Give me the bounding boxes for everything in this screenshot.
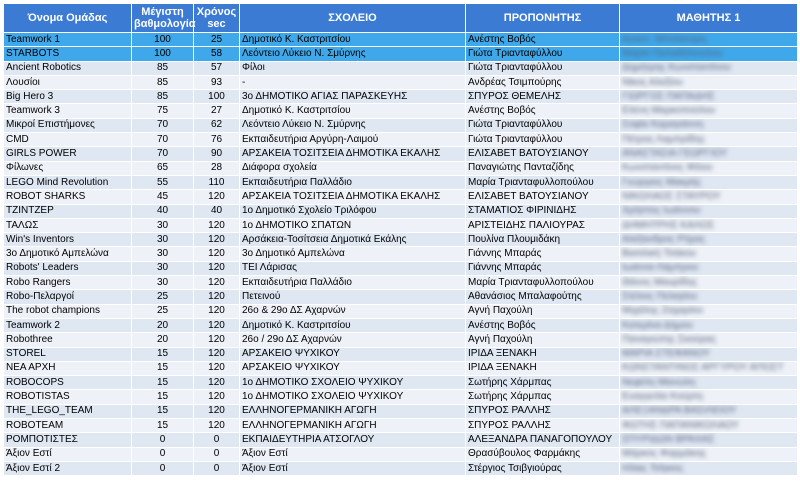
team-name-cell: The robot champions (4, 304, 132, 318)
blurred-student-name: Παναγιώτης Σκούρας (622, 333, 717, 345)
table-row (4, 304, 798, 318)
school-cell: Διάφορα σχολεία (240, 161, 466, 175)
coach-cell: Σωτήρης Χάρμπας (466, 376, 620, 390)
team-name-cell: ROBOCOPS (4, 376, 132, 390)
student-cell (620, 290, 798, 304)
table-row (4, 175, 798, 189)
student-cell (620, 404, 798, 418)
time-cell: 120 (194, 290, 240, 304)
student-cell (620, 175, 798, 189)
student-cell (620, 104, 798, 118)
table-row (4, 419, 798, 433)
header-coach: ΠΡΟΠΟΝΗΤΗΣ (466, 4, 620, 33)
school-cell: 1ο ΔΗΜΟΤΙΚΟ ΣΧΟΛΕΙΟ ΨΥΧΙΚΟΥ (240, 390, 466, 404)
max-score-cell: 25 (132, 290, 194, 304)
blurred-student-name: ΣΠΥΡΙΔΩΝ ΒΡΑΧΑΣ (622, 433, 715, 445)
time-cell: 28 (194, 161, 240, 175)
table-row (4, 276, 798, 290)
school-cell: Πετεινού (240, 290, 466, 304)
coach-cell: Παναγιώτης Πανταζίδης (466, 161, 620, 175)
time-cell: 62 (194, 118, 240, 132)
coach-cell: Αγνή Παχούλη (466, 304, 620, 318)
blurred-student-name: Βασιλική Τσάκου (622, 248, 697, 260)
school-cell: ΤΕΙ Λάρισας (240, 261, 466, 275)
header-school: ΣΧΟΛΕΙΟ (240, 4, 466, 33)
table-row (4, 404, 798, 418)
team-name-cell: ROBOTISTAS (4, 390, 132, 404)
time-cell: 100 (194, 90, 240, 104)
time-cell: 0 (194, 461, 240, 475)
school-cell: ΕΚΠΑΙΔΕΥΤΗΡΙΑ ΑΤΣΟΓΛΟΥ (240, 433, 466, 447)
max-score-cell: 30 (132, 261, 194, 275)
max-score-cell: 30 (132, 276, 194, 290)
table-row (4, 376, 798, 390)
blurred-student-name: ΔΗΜΗΤΡΗΣ ΚΑΛΟΣ (622, 219, 715, 231)
time-cell: 76 (194, 133, 240, 147)
coach-cell: Σωτήρης Χάρμπας (466, 390, 620, 404)
coach-cell: Γιάννης Μπαράς (466, 261, 620, 275)
blurred-student-name: ΑΝΑΣΤΑΣΙΑ ΓΕΩΡΓΙΟΥ (622, 148, 728, 160)
school-cell: Εκπαιδευτήρια Παλλάδιο (240, 175, 466, 189)
max-score-cell: 0 (132, 433, 194, 447)
time-cell: 120 (194, 318, 240, 332)
school-cell: ΑΡΣΑΚΕΙΟ ΨΥΧΙΚΟΥ (240, 361, 466, 375)
table-row (4, 318, 798, 332)
time-cell: 120 (194, 247, 240, 261)
student-cell (620, 347, 798, 361)
blurred-student-name: Θάνος Μαυρίδης (622, 276, 698, 288)
blurred-student-name: Αναστ. Μπιλάσαρη (622, 33, 707, 45)
time-cell: 90 (194, 147, 240, 161)
table-row (4, 133, 798, 147)
student-cell (620, 118, 798, 132)
table-row (4, 147, 798, 161)
table-row (4, 347, 798, 361)
school-cell: Άξιον Εστί (240, 447, 466, 461)
team-name-cell: 3ο Δημοτικό Αμπελώνα (4, 247, 132, 261)
max-score-cell: 15 (132, 361, 194, 375)
time-cell: 120 (194, 333, 240, 347)
blurred-student-name: Ελένη Μαρκοπούλου (622, 105, 716, 117)
student-cell (620, 190, 798, 204)
coach-cell: ΣΤΑΜΑΤΙΟΣ ΦΙΡΙΝΙΔΗΣ (466, 204, 620, 218)
table-row (4, 75, 798, 89)
school-cell: ΕΛΛΗΝΟΓΕΡΜΑΝΙΚΗ ΑΓΩΓΗ (240, 404, 466, 418)
student-cell (620, 318, 798, 332)
school-cell: Δημοτικό Κ. Καστριτσίου (240, 104, 466, 118)
max-score-cell: 15 (132, 347, 194, 361)
max-score-cell: 20 (132, 318, 194, 332)
table-row (4, 61, 798, 75)
header-team-name: Όνομα Ομάδας (4, 4, 132, 33)
blurred-student-name: Κωνσταντίνος Φίλου (622, 162, 713, 174)
max-score-cell: 100 (132, 47, 194, 61)
student-cell (620, 218, 798, 232)
time-cell: 0 (194, 433, 240, 447)
student-cell (620, 33, 798, 47)
time-cell: 25 (194, 33, 240, 47)
team-name-cell: TZINTZEP (4, 204, 132, 218)
coach-cell: ΣΠΥΡΟΣ ΡΑΛΛΗΣ (466, 404, 620, 418)
blurred-student-name: Κατερίνα Δήμου (622, 319, 693, 331)
max-score-cell: 15 (132, 419, 194, 433)
coach-cell: Μαρία Τριανταφυλλοπούλου (466, 175, 620, 189)
max-score-cell: 20 (132, 333, 194, 347)
header-student-1: ΜΑΘΗΤΗΣ 1 (620, 4, 798, 33)
team-name-cell: Robots' Leaders (4, 261, 132, 275)
max-score-cell: 75 (132, 104, 194, 118)
coach-cell: Γιάννης Μπαράς (466, 247, 620, 261)
blurred-student-name: ΓΙΩΡΓΟΣ ΠΑΠΑΔΗΣ (622, 90, 715, 102)
time-cell: 110 (194, 175, 240, 189)
team-name-cell: STOREL (4, 347, 132, 361)
blurred-student-name: Νίκος Αλεξίου (622, 76, 683, 88)
student-cell (620, 461, 798, 475)
results-body (4, 33, 798, 476)
time-cell: 93 (194, 75, 240, 89)
team-name-cell: Λουσίοι (4, 75, 132, 89)
blurred-student-name: Νεφέλη Μανώλη (622, 376, 696, 388)
time-cell: 120 (194, 419, 240, 433)
school-cell: ΑΡΣΑΚΕΙΟ ΨΥΧΙΚΟΥ (240, 347, 466, 361)
student-cell (620, 390, 798, 404)
student-cell (620, 333, 798, 347)
time-cell: 120 (194, 361, 240, 375)
school-cell: Άξιον Εστί (240, 461, 466, 475)
coach-cell: Ανέστης Βοβός (466, 33, 620, 47)
time-cell: 120 (194, 376, 240, 390)
table-row (4, 290, 798, 304)
table-row (4, 433, 798, 447)
time-cell: 57 (194, 61, 240, 75)
blurred-student-name: Γεώργιος Μακρής (622, 176, 702, 188)
coach-cell: ΑΡΙΣΤΕΙΔΗΣ ΠΑΛΙΟΥΡΑΣ (466, 218, 620, 232)
max-score-cell: 15 (132, 404, 194, 418)
blurred-student-name: Χρήστος Ιωάννου (622, 205, 701, 217)
max-score-cell: 70 (132, 118, 194, 132)
coach-cell: Στέργιος Τσιβγιούρας (466, 461, 620, 475)
student-cell (620, 376, 798, 390)
school-cell: 1ο ΔΗΜΟΤΙΚΟ ΣΠΑΤΩΝ (240, 218, 466, 232)
team-name-cell: Robo-Πελαργοί (4, 290, 132, 304)
student-cell (620, 419, 798, 433)
team-name-cell: Big Hero 3 (4, 90, 132, 104)
time-cell: 120 (194, 276, 240, 290)
coach-cell: Πουλίνα Πλουμιδάκη (466, 233, 620, 247)
school-cell: ΕΛΛΗΝΟΓΕΡΜΑΝΙΚΗ ΑΓΩΓΗ (240, 419, 466, 433)
time-cell: 40 (194, 204, 240, 218)
student-cell (620, 161, 798, 175)
school-cell: Αρσάκεια-Τοσίτσεια Δημοτικά Εκάλης (240, 233, 466, 247)
team-name-cell: ROBOT SHARKS (4, 190, 132, 204)
student-cell (620, 304, 798, 318)
student-cell (620, 361, 798, 375)
time-cell: 27 (194, 104, 240, 118)
team-name-cell: Μικροί Επιστήμονες (4, 118, 132, 132)
coach-cell: ΣΠΥΡΟΣ ΡΑΛΛΗΣ (466, 419, 620, 433)
time-cell: 120 (194, 261, 240, 275)
team-name-cell: LEGO Mind Revolution (4, 175, 132, 189)
coach-cell: Μαρία Τριανταφυλλοπούλου (466, 276, 620, 290)
time-cell: 0 (194, 447, 240, 461)
time-cell: 120 (194, 404, 240, 418)
school-cell: ΑΡΣΑΚΕΙΑ ΤΟΣΙΤΣΕΙΑ ΔΗΜΟΤΙΚΑ ΕΚΑΛΗΣ (240, 147, 466, 161)
max-score-cell: 45 (132, 190, 194, 204)
table-row (4, 447, 798, 461)
school-cell: Φίλοι (240, 61, 466, 75)
team-name-cell: Robothree (4, 333, 132, 347)
student-cell (620, 447, 798, 461)
max-score-cell: 70 (132, 147, 194, 161)
blurred-student-name: Ιωάννα Λάμπρου (622, 262, 699, 274)
max-score-cell: 65 (132, 161, 194, 175)
max-score-cell: 0 (132, 461, 194, 475)
team-name-cell: ROBOTEAM (4, 419, 132, 433)
coach-cell: Γιώτα Τριανταφύλλου (466, 61, 620, 75)
time-cell: 120 (194, 233, 240, 247)
team-name-cell: Teamwork 3 (4, 104, 132, 118)
table-row (4, 104, 798, 118)
blurred-student-name: Στέλιος Πελαγίου (622, 290, 698, 302)
school-cell: 1ο ΔΗΜΟΤΙΚΟ ΣΧΟΛΕΙΟ ΨΥΧΙΚΟΥ (240, 376, 466, 390)
blurred-student-name: Ευαγγελία Κούρτη (622, 391, 703, 403)
student-cell (620, 233, 798, 247)
max-score-cell: 15 (132, 376, 194, 390)
coach-cell: ΙΡΙΔΑ ΞΕΝΑΚΗ (466, 361, 620, 375)
table-row (4, 204, 798, 218)
team-name-cell: CMD (4, 133, 132, 147)
time-cell: 120 (194, 218, 240, 232)
max-score-cell: 30 (132, 233, 194, 247)
school-cell: 26ο & 29ο ΔΣ Αχαρνών (240, 304, 466, 318)
team-name-cell: Teamwork 2 (4, 318, 132, 332)
coach-cell: Αθανάσιος Μπαλαφούτης (466, 290, 620, 304)
coach-cell: Αγνή Παχούλη (466, 333, 620, 347)
team-name-cell: ΡΟΜΠΟΤΙΣΤΕΣ (4, 433, 132, 447)
table-row (4, 190, 798, 204)
results-table (3, 3, 798, 476)
student-cell (620, 147, 798, 161)
student-cell (620, 261, 798, 275)
school-cell: 26ο / 29ο ΔΣ Αχαρνών (240, 333, 466, 347)
table-row (4, 118, 798, 132)
team-name-cell: Ancient Robotics (4, 61, 132, 75)
student-cell (620, 433, 798, 447)
time-cell: 58 (194, 47, 240, 61)
student-cell (620, 90, 798, 104)
header-row (4, 4, 798, 33)
table-row (4, 247, 798, 261)
blurred-student-name: ΝΙΚΟΛΑΟΣ ΣΤΑΥΡΟΥ (622, 190, 721, 202)
blurred-student-name: Δημήτρης Κωνσταντίνου (622, 62, 731, 74)
blurred-student-name: ΦΩΤΗΣ ΠΑΠΑΝΙΚΟΛΑΟΥ (622, 419, 739, 431)
school-cell: 1ο Δημοτικό Σχολείο Τριλόφου (240, 204, 466, 218)
max-score-cell: 100 (132, 33, 194, 47)
blurred-student-name: ΑΛΕΞΑΝΔΡΑ ΒΑΣΙΛΕΙΟΥ (622, 405, 737, 417)
student-cell (620, 276, 798, 290)
blurred-student-name: Ηλίας Τσίγκος (622, 462, 684, 474)
max-score-cell: 85 (132, 61, 194, 75)
coach-cell: ΕΛΙΣΑΒΕΤ ΒΑΤΟΥΣΙΑΝΟΥ (466, 147, 620, 161)
school-cell: ΑΡΣΑΚΕΙΑ ΤΟΣΙΤΣΕΙΑ ΔΗΜΟΤΙΚΑ ΕΚΑΛΗΣ (240, 190, 466, 204)
max-score-cell: 85 (132, 90, 194, 104)
team-name-cell: ΝΕΑ ΑΡΧΗ (4, 361, 132, 375)
school-cell: 3ο ΔΗΜΟΤΙΚΟ ΑΓΙΑΣ ΠΑΡΑΣΚΕΥΗΣ (240, 90, 466, 104)
max-score-cell: 40 (132, 204, 194, 218)
blurred-student-name: Αλέξανδρος Ρήγας (622, 233, 706, 245)
max-score-cell: 0 (132, 447, 194, 461)
coach-cell: Γιώτα Τριανταφύλλου (466, 118, 620, 132)
team-name-cell: Άξιον Εστί 2 (4, 461, 132, 475)
max-score-cell: 70 (132, 133, 194, 147)
school-cell: 3ο Δημοτικό Αμπελώνα (240, 247, 466, 261)
team-name-cell: STARBOTS (4, 47, 132, 61)
coach-cell: ΣΠΥΡΟΣ ΘΕΜΕΛΗΣ (466, 90, 620, 104)
coach-cell: Ανέστης Βοβός (466, 104, 620, 118)
max-score-cell: 30 (132, 218, 194, 232)
max-score-cell: 25 (132, 304, 194, 318)
school-cell: - (240, 75, 466, 89)
school-cell: Λεόντειο Λύκειο Ν. Σμύρνης (240, 47, 466, 61)
blurred-student-name: ΚΩΝΣΤΑΝΤΙΝΟΣ ΑΡΓΥΡΟΥ ΑΠΟΣΤ (622, 362, 784, 374)
student-cell (620, 75, 798, 89)
table-row (4, 161, 798, 175)
school-cell: Δημοτικό Κ. Καστριτσίου (240, 33, 466, 47)
student-cell (620, 204, 798, 218)
coach-cell: Ανδρέας Τσιμπούρης (466, 75, 620, 89)
blurred-student-name: Σοφία Καραγιάννη (622, 119, 704, 131)
table-row (4, 218, 798, 232)
blurred-student-name: Μαρία Παπαδόπουλου (622, 47, 723, 59)
coach-cell: ΙΡΙΔΑ ΞΕΝΑΚΗ (466, 347, 620, 361)
time-cell: 120 (194, 347, 240, 361)
coach-cell: ΑΛΕΞΑΝΔΡΑ ΠΑΝΑΓΟΠΟΥΛΟΥ (466, 433, 620, 447)
blurred-student-name: Μιχάλης Ζαχαρίου (622, 305, 704, 317)
time-cell: 120 (194, 390, 240, 404)
team-name-cell: Win's Inventors (4, 233, 132, 247)
team-name-cell: Robo Rangers (4, 276, 132, 290)
coach-cell: Γιώτα Τριανταφύλλου (466, 47, 620, 61)
table-row (4, 333, 798, 347)
team-name-cell: Άξιον Εστί (4, 447, 132, 461)
blurred-student-name: Μάρκος Φαρμάκης (622, 448, 707, 460)
school-cell: Εκπαιδευτήρια Παλλάδιο (240, 276, 466, 290)
student-cell (620, 247, 798, 261)
table-row (4, 390, 798, 404)
table-row (4, 361, 798, 375)
team-name-cell: THE_LEGO_TEAM (4, 404, 132, 418)
blurred-student-name: Πέτρος Λαμπρίδης (622, 133, 705, 145)
blurred-student-name: ΜΑΡΙΑ ΣΤΕΦΑΝΟΥ (622, 348, 711, 360)
table-row (4, 261, 798, 275)
table-row (4, 461, 798, 475)
coach-cell: Θρασύβουλος Φαρμάκης (466, 447, 620, 461)
max-score-cell: 55 (132, 175, 194, 189)
table-row (4, 33, 798, 47)
coach-cell: Ανέστης Βοβός (466, 318, 620, 332)
table-row (4, 90, 798, 104)
team-name-cell: ΤΑΛΩΣ (4, 218, 132, 232)
team-name-cell: GIRLS POWER (4, 147, 132, 161)
team-name-cell: Teamwork 1 (4, 33, 132, 47)
header-max-score: Μέγιστη βαθμολογία (132, 4, 194, 33)
school-cell: Δημοτικό Κ. Καστριτσίου (240, 318, 466, 332)
coach-cell: ΕΛΙΣΑΒΕΤ ΒΑΤΟΥΣΙΑΝΟΥ (466, 190, 620, 204)
coach-cell: Γιώτα Τριανταφύλλου (466, 133, 620, 147)
team-name-cell: Φίλωνες (4, 161, 132, 175)
student-cell (620, 47, 798, 61)
student-cell (620, 61, 798, 75)
max-score-cell: 85 (132, 75, 194, 89)
student-cell (620, 133, 798, 147)
time-cell: 120 (194, 304, 240, 318)
header-time-sec: Χρόνος sec (194, 4, 240, 33)
max-score-cell: 15 (132, 390, 194, 404)
school-cell: Εκπαιδευτήρια Αργύρη-Λαιμού (240, 133, 466, 147)
max-score-cell: 30 (132, 247, 194, 261)
table-row (4, 47, 798, 61)
table-row (4, 233, 798, 247)
time-cell: 120 (194, 190, 240, 204)
school-cell: Λεόντειο Λύκειο Ν. Σμύρνης (240, 118, 466, 132)
